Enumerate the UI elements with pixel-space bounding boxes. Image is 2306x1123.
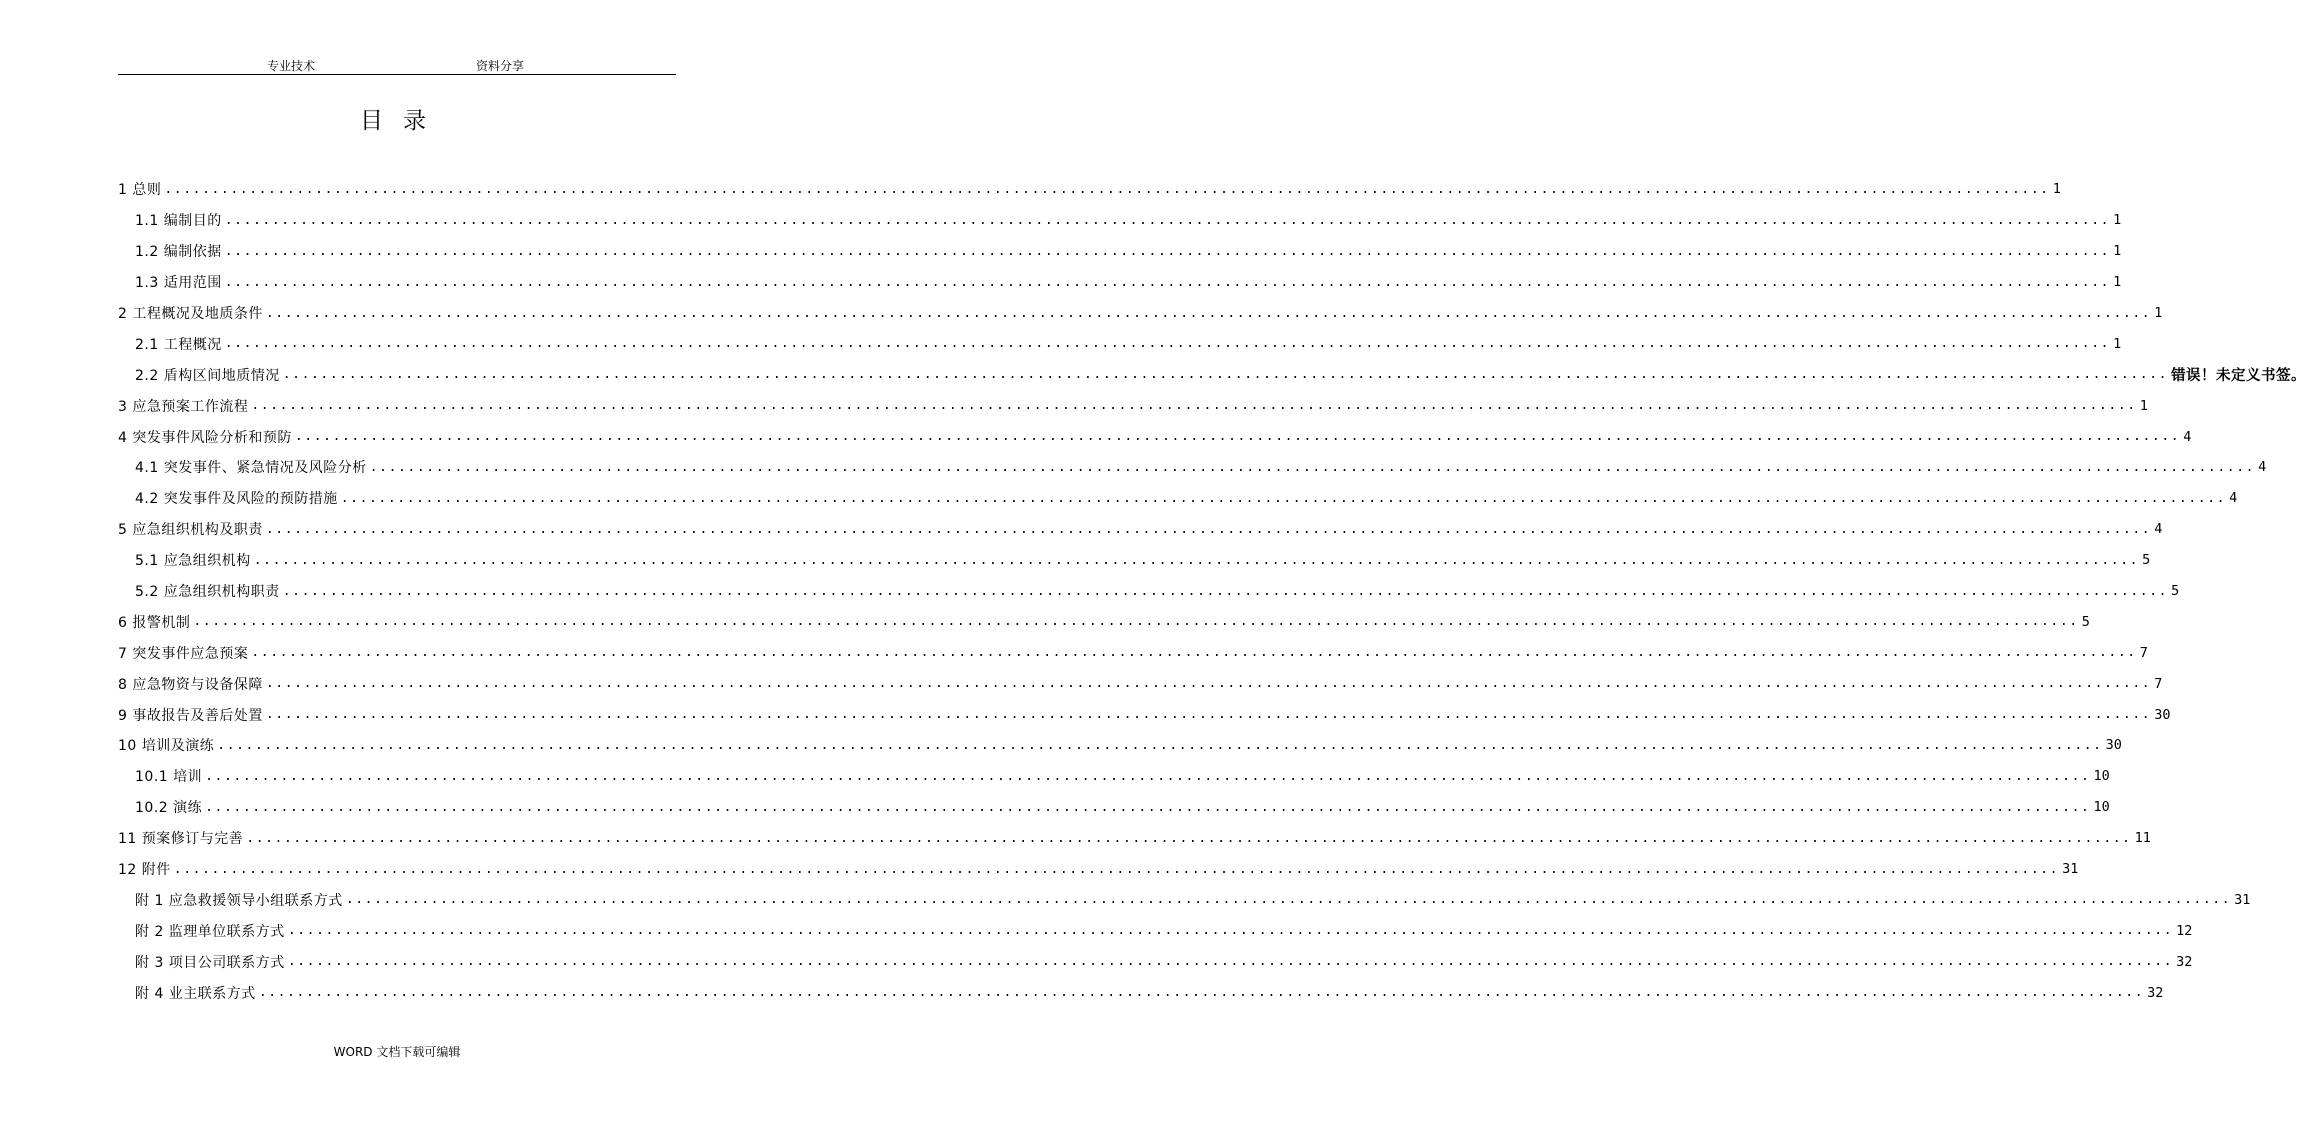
toc-leader-dots: ........................................................................................................................................................................................................ xyxy=(164,181,2050,197)
toc-entry-page: 1 xyxy=(2113,212,2122,229)
toc-leader-dots: ........................................................................................................................................................................................................ xyxy=(345,892,2232,908)
toc-entry[interactable] xyxy=(118,267,2122,298)
toc-entry[interactable] xyxy=(118,792,2110,823)
toc-leader-dots: ........................................................................................................................................................................................................ xyxy=(369,459,2256,475)
toc-entry[interactable] xyxy=(118,730,2122,761)
toc-entry-page: 12 xyxy=(2176,922,2193,939)
toc-entry-page: 5 xyxy=(2081,613,2090,630)
toc-entry[interactable] xyxy=(118,359,2306,390)
toc-entry-page: 10 xyxy=(2093,768,2110,785)
toc-entry-page: 4 xyxy=(2258,459,2267,476)
toc-leader-dots: ........................................................................................................................................................................................................ xyxy=(246,830,2132,846)
toc-entry[interactable] xyxy=(118,606,2090,637)
toc-entry[interactable] xyxy=(118,421,2192,452)
toc-entry-page: 1 xyxy=(2113,335,2122,352)
toc-entry-label: 2 工程概况及地质条件 xyxy=(118,306,263,322)
toc-entry[interactable] xyxy=(118,514,2163,545)
toc-entry-page: 4 xyxy=(2154,521,2163,538)
toc-entry-page: 31 xyxy=(2062,861,2079,878)
toc-leader-dots: ........................................................................................................................................................................................................ xyxy=(173,861,2060,877)
toc-entry-label: 9 事故报告及善后处置 xyxy=(118,707,263,724)
toc-entry[interactable] xyxy=(118,884,2251,915)
toc-entry-page: 7 xyxy=(2139,644,2148,661)
toc-entry[interactable] xyxy=(118,668,2163,699)
toc-entry-label: 3 应急预案工作流程 xyxy=(118,398,249,415)
toc-entry[interactable] xyxy=(118,298,2163,329)
toc-entry-label: 1.1 编制目的 xyxy=(135,213,222,230)
toc-entry-page: 10 xyxy=(2093,799,2110,816)
toc-entry-label: 1 总则 xyxy=(118,182,162,199)
toc-entry-label: 5 应急组织机构及职责 xyxy=(118,522,263,539)
toc-entry[interactable] xyxy=(118,699,2171,730)
toc-entry[interactable] xyxy=(118,452,2267,483)
toc-entry-label: 附 4 业主联系方式 xyxy=(135,985,256,1002)
toc-entry-label: 1.3 适用范围 xyxy=(135,275,222,292)
toc-entry[interactable] xyxy=(118,205,2122,236)
toc-entry-page: 1 xyxy=(2113,243,2122,260)
toc-entry-label: 1.2 编制依据 xyxy=(135,244,222,261)
toc-leader-dots: ........................................................................................................................................................................................................ xyxy=(205,799,2091,815)
toc-leader-dots: ........................................................................................................................................................................................................ xyxy=(294,429,2181,445)
toc-entry-label: 2.2 盾构区间地质情况 xyxy=(135,367,280,384)
toc-entry-page: 11 xyxy=(2134,830,2151,847)
toc-title: 目录 xyxy=(360,108,446,134)
toc-leader-dots: ........................................................................................................................................................................................................ xyxy=(253,552,2140,568)
toc-entry-label: 4.1 突发事件、紧急情况及风险分析 xyxy=(135,460,367,477)
toc-entry-page: 4 xyxy=(2229,490,2238,507)
toc-entry-page: 5 xyxy=(2142,552,2151,569)
toc-entry[interactable] xyxy=(118,236,2122,267)
toc-entry-label: 10.2 演练 xyxy=(135,800,203,817)
toc-leader-dots: ........................................................................................................................................................................................................ xyxy=(217,737,2103,753)
page-footer: WORD 文档下载可编辑 xyxy=(333,1045,461,1059)
toc-leader-dots: ........................................................................................................................................................................................................ xyxy=(251,398,2137,414)
toc-entry-page: 30 xyxy=(2105,737,2122,754)
toc-entry[interactable] xyxy=(118,946,2193,977)
toc-entry-page: 1 xyxy=(2154,305,2163,321)
toc-leader-dots: ........................................................................................................................................................................................................ xyxy=(224,243,2111,259)
toc-entry-label: 附 2 监理单位联系方式 xyxy=(135,923,285,940)
toc-entry-label: 11 预案修订与完善 xyxy=(118,831,244,848)
toc-entry[interactable] xyxy=(118,854,2079,885)
toc-leader-dots: ........................................................................................................................................................................................................ xyxy=(265,521,2152,537)
toc-leader-dots: ........................................................................................................................................................................................................ xyxy=(224,212,2111,228)
toc-leader-dots: ........................................................................................................................................................................................................ xyxy=(265,305,2152,321)
toc-entry[interactable] xyxy=(118,915,2193,946)
toc-entry-page: 5 xyxy=(2171,583,2180,600)
toc-entry-page: 32 xyxy=(2147,984,2164,1001)
toc-entry-label: 10.1 培训 xyxy=(135,769,203,786)
toc-entry-label: 12 附件 xyxy=(118,862,171,879)
toc-entry[interactable] xyxy=(118,637,2148,668)
toc-leader-dots: ........................................................................................................................................................................................................ xyxy=(251,645,2137,661)
header-right-text: 资料分享 xyxy=(476,59,525,73)
toc-leader-dots: ........................................................................................................................................................................................................ xyxy=(258,985,2145,1001)
toc-entry[interactable] xyxy=(118,823,2151,854)
toc-entry-label: 5.1 应急组织机构 xyxy=(135,553,251,570)
toc-leader-dots: ........................................................................................................................................................................................................ xyxy=(287,954,2174,970)
toc-entry-label: 4.2 突发事件及风险的预防措施 xyxy=(135,491,338,508)
page-header xyxy=(118,52,676,75)
toc-leader-dots: ........................................................................................................................................................................................................ xyxy=(287,923,2174,939)
toc-leader-dots: ........................................................................................................................................................................................................ xyxy=(282,583,2169,599)
toc-entry-page: 1 xyxy=(2139,397,2148,414)
toc-entry-label: 附 3 项目公司联系方式 xyxy=(135,954,285,971)
toc-leader-dots: ........................................................................................................................................................................................................ xyxy=(224,336,2111,352)
toc-leader-dots: ........................................................................................................................................................................................................ xyxy=(193,614,2079,630)
toc-entry[interactable] xyxy=(118,545,2151,576)
table-of-contents xyxy=(118,174,2306,1008)
toc-entry-page: 31 xyxy=(2234,891,2251,908)
toc-entry[interactable] xyxy=(118,576,2180,607)
toc-entry-label: 10 培训及演练 xyxy=(118,738,215,755)
toc-entry-label: 2.1 工程概况 xyxy=(135,336,222,353)
toc-entry-page: 4 xyxy=(2183,428,2192,445)
toc-entry[interactable] xyxy=(118,977,2164,1008)
toc-entry[interactable] xyxy=(118,328,2122,359)
toc-entry-page: 1 xyxy=(2052,181,2061,198)
toc-leader-dots: ........................................................................................................................................................................................................ xyxy=(205,768,2091,784)
toc-leader-dots: ........................................................................................................................................................................................................ xyxy=(340,490,2227,506)
toc-leader-dots: ........................................................................................................................................................................................................ xyxy=(282,367,2169,383)
toc-entry-page: 1 xyxy=(2113,274,2122,291)
toc-entry[interactable] xyxy=(118,483,2238,514)
toc-entry-page: 32 xyxy=(2176,953,2193,970)
toc-entry-label: 7 突发事件应急预案 xyxy=(118,645,249,662)
toc-entry[interactable] xyxy=(118,761,2110,792)
toc-leader-dots: ........................................................................................................................................................................................................ xyxy=(224,274,2111,290)
toc-leader-dots: ........................................................................................................................................................................................................ xyxy=(265,707,2152,723)
toc-entry[interactable] xyxy=(118,174,2061,205)
toc-entry-page: 7 xyxy=(2154,675,2163,692)
toc-entry-page: 30 xyxy=(2154,706,2171,723)
toc-entry-label: 6 报警机制 xyxy=(118,614,191,631)
toc-entry-label: 8 应急物资与设备保障 xyxy=(118,676,263,693)
toc-entry-label: 附 1 应急救援领导小组联系方式 xyxy=(135,892,343,909)
header-left-text: 专业技术 xyxy=(267,59,316,73)
toc-entry-error-text: 错误！未定义书签。 xyxy=(2171,368,2306,385)
toc-leader-dots: ........................................................................................................................................................................................................ xyxy=(265,676,2152,692)
toc-entry[interactable] xyxy=(118,390,2148,421)
toc-entry-label: 4 突发事件风险分析和预防 xyxy=(118,429,292,446)
toc-entry-label: 5.2 应急组织机构职责 xyxy=(135,584,280,601)
